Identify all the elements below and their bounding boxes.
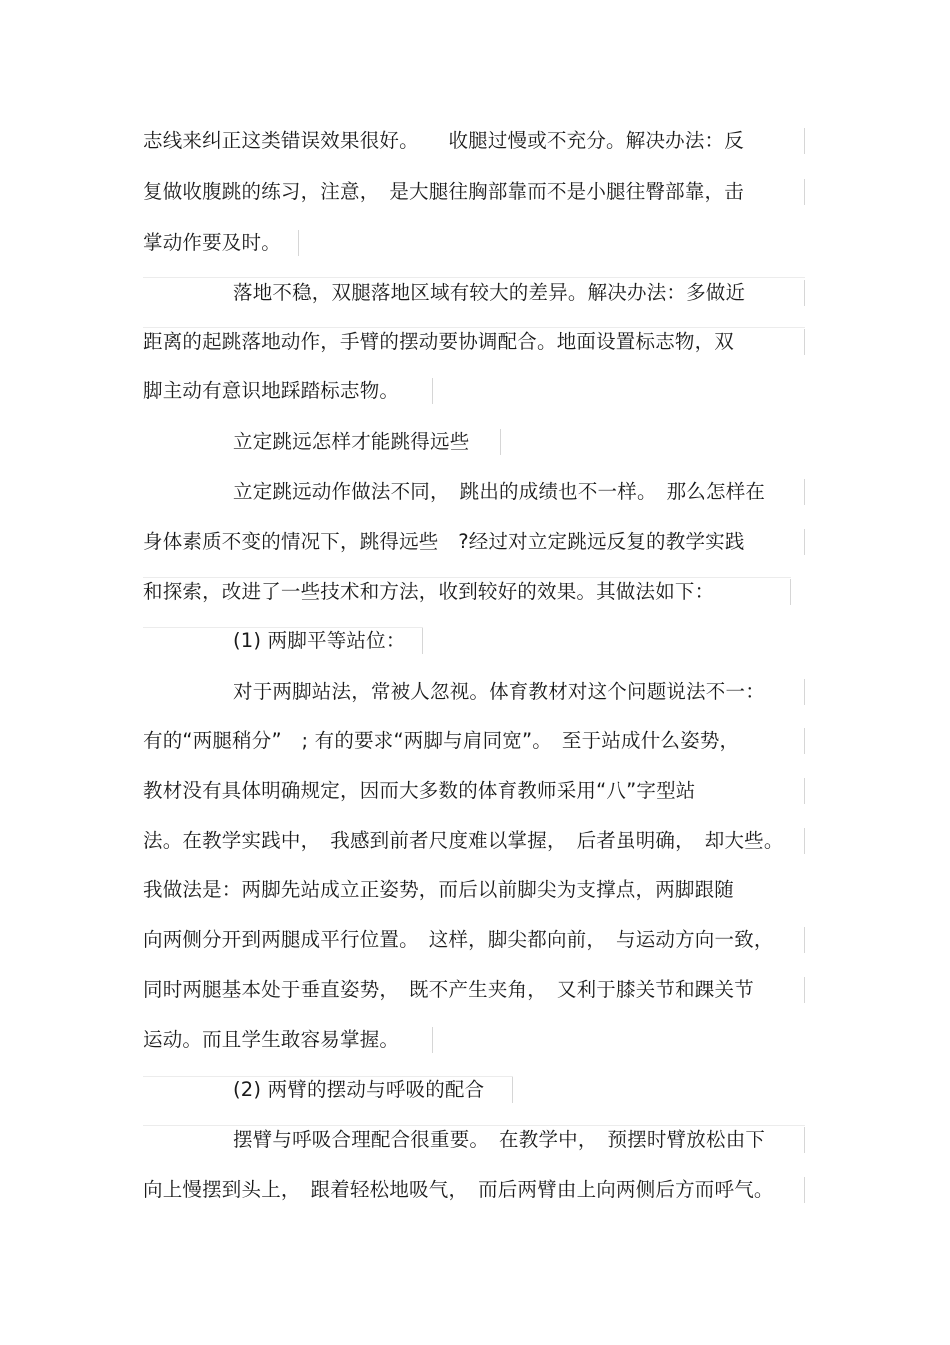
layout-rule [804, 828, 805, 854]
text-line-12: 对于两脚站法，常被人忽视。体育教材对这个问题说法不一： [233, 680, 765, 703]
text-line-2: 复做收腹跳的练习，注意， 是大腿往胸部靠而不是小腿往臀部靠，击 [143, 180, 744, 203]
text-line-3: 掌动作要及时。 [143, 231, 281, 254]
subheading-2: (2) 两臂的摆动与呼吸的配合 [233, 1078, 485, 1101]
text-line-22: 向上慢摆到头上， 跟着轻松地吸气， 而后两臂由上向两侧后方而呼气。 [143, 1178, 774, 1201]
layout-rule [143, 327, 805, 328]
text-line-6: 脚主动有意识地踩踏标志物。 [143, 379, 400, 402]
layout-rule [804, 329, 805, 355]
layout-rule [804, 927, 805, 953]
layout-rule [804, 179, 805, 205]
section-heading: 立定跳远怎样才能跳得远些 [233, 430, 470, 453]
layout-rule [143, 627, 423, 628]
layout-rule [804, 128, 805, 154]
text-line-10: 和探索，改进了一些技术和方法，收到较好的效果。其做法如下： [143, 580, 715, 603]
layout-rule [804, 529, 805, 555]
layout-rule [143, 1076, 513, 1077]
layout-rule [512, 1077, 513, 1103]
layout-rule [422, 628, 423, 654]
text-line-16: 我做法是：两脚先站成立正姿势，而后以前脚尖为支撑点，两脚跟随 [143, 878, 735, 901]
layout-rule [804, 728, 805, 754]
layout-rule [804, 778, 805, 804]
layout-rule [804, 679, 805, 705]
text-line-13: 有的“两腿稍分” ; 有的要求“两脚与肩同宽”。 至于站成什么姿势， [143, 729, 740, 752]
layout-rule [804, 1177, 805, 1203]
layout-rule [298, 230, 299, 256]
layout-rule [790, 579, 791, 605]
text-line-8: 立定跳远动作做法不同， 跳出的成绩也不一样。 那么怎样在 [233, 480, 766, 503]
layout-rule [500, 429, 501, 455]
layout-rule [143, 1125, 805, 1126]
subheading-1: (1) 两脚平等站位： [233, 629, 406, 652]
text-line-15: 法。在教学实践中， 我感到前者尺度难以掌握， 后者虽明确， 却大些。 [143, 829, 784, 852]
layout-rule [432, 378, 433, 404]
text-line-14: 教材没有具体明确规定，因而大多数的体育教师采用“八”字型站 [143, 779, 696, 802]
text-line-21: 摆臂与呼吸合理配合很重要。 在教学中， 预摆时臂放松由下 [233, 1128, 766, 1151]
layout-rule [432, 1027, 433, 1053]
text-line-1: 志线来纠正这类错误效果很好。 收腿过慢或不充分。解决办法：反 [143, 129, 744, 152]
layout-rule [804, 280, 805, 306]
text-line-18: 同时两腿基本处于垂直姿势， 既不产生夹角， 又利于膝关节和踝关节 [143, 978, 754, 1001]
text-line-19: 运动。而且学生敢容易掌握。 [143, 1028, 400, 1051]
layout-rule [804, 1127, 805, 1153]
layout-rule [143, 277, 805, 278]
layout-rule [143, 577, 791, 578]
text-line-4: 落地不稳，双腿落地区域有较大的差异。解决办法：多做近 [233, 281, 746, 304]
text-line-5: 距离的起跳落地动作，手臂的摆动要协调配合。地面设置标志物，双 [143, 330, 735, 353]
text-line-17: 向两侧分开到两腿成平行位置。 这样，脚尖都向前， 与运动方向一致， [143, 928, 774, 951]
layout-rule [804, 479, 805, 505]
layout-rule [804, 977, 805, 1003]
text-line-9: 身体素质不变的情况下，跳得远些 ?经过对立定跳远反复的教学实践 [143, 530, 745, 553]
